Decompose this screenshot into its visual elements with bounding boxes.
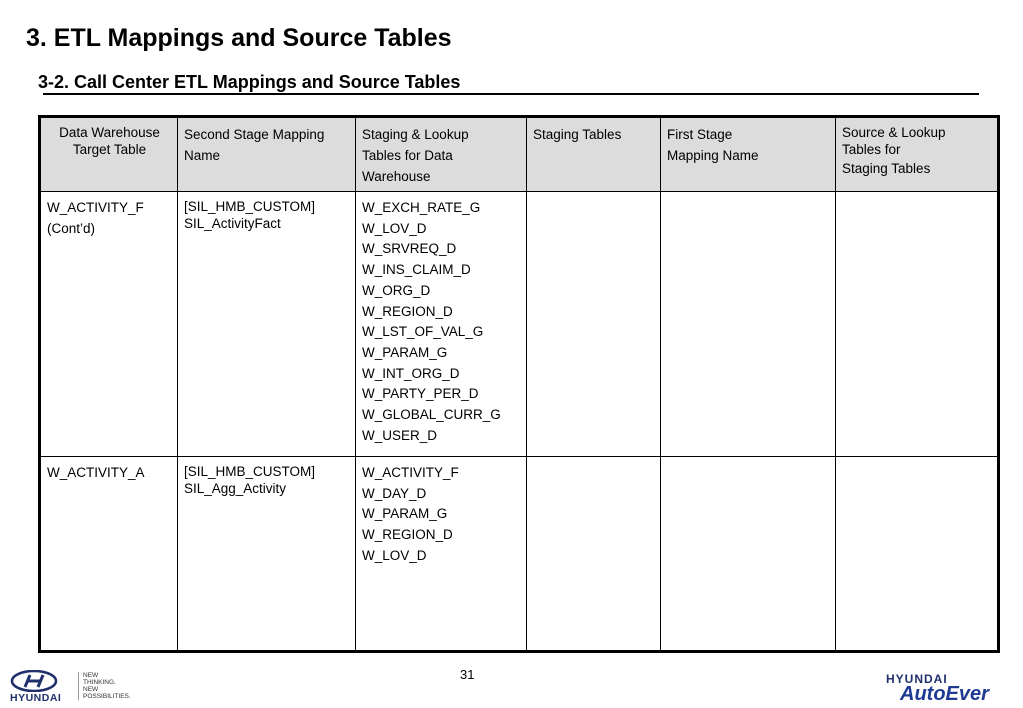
- table-row: [40, 457, 999, 652]
- cell-target-table: W_ACTIVITY_F (Cont’d): [40, 192, 178, 457]
- table-row: [40, 192, 999, 457]
- cell-source-lookup: [836, 457, 999, 652]
- etl-mapping-table: [38, 115, 1000, 653]
- table-header-row: [40, 117, 999, 192]
- section-subtitle: 3-2. Call Center ETL Mappings and Source Tables: [38, 72, 461, 92]
- hyundai-wordmark: HYUNDAI: [10, 692, 62, 704]
- cell-second-stage-mapping: [SIL_HMB_CUSTOM] SIL_Agg_Activity: [178, 457, 356, 652]
- page-title: 3. ETL Mappings and Source Tables: [26, 24, 452, 52]
- page-number: 31: [460, 667, 475, 682]
- hyundai-autoever-logo: [884, 672, 989, 706]
- autoever-brand-top: HYUNDAI: [886, 672, 948, 686]
- cell-staging-lookup: W_ACTIVITY_F W_DAY_D W_PARAM_G W_REGION_D W_LOV_D: [356, 457, 527, 652]
- autoever-wordmark: AutoEver: [900, 683, 989, 705]
- hyundai-tagline: NEW THINKING. NEW POSSIBILITIES.: [78, 672, 131, 700]
- cell-first-stage-mapping: [661, 192, 836, 457]
- cell-staging-tables: [527, 457, 661, 652]
- col-header-staging-lookup: Staging & Lookup Tables for Data Warehouse: [356, 117, 527, 192]
- col-header-first-stage-mapping: First Stage Mapping Name: [661, 117, 836, 192]
- hyundai-emblem-icon: [10, 670, 58, 692]
- cell-target-table: W_ACTIVITY_A: [40, 457, 178, 652]
- title-underline: [43, 93, 979, 95]
- cell-source-lookup: [836, 192, 999, 457]
- col-header-second-stage-mapping: Second Stage Mapping Name: [178, 117, 356, 192]
- col-header-staging-tables: Staging Tables: [527, 117, 661, 192]
- cell-staging-tables: [527, 192, 661, 457]
- cell-second-stage-mapping: [SIL_HMB_CUSTOM] SIL_ActivityFact: [178, 192, 356, 457]
- col-header-target-table: Data Warehouse Target Table: [40, 117, 178, 192]
- cell-staging-lookup: W_EXCH_RATE_G W_LOV_D W_SRVREQ_D W_INS_CLAIM_D W_ORG_D W_REGION_D W_LST_OF_VAL_G W_PARAM_G W_INT_ORG_D W_PARTY_PER_D W_GLOBAL_CURR_G W_USER_D: [356, 192, 527, 457]
- cell-first-stage-mapping: [661, 457, 836, 652]
- col-header-source-lookup: Source & Lookup Tables for Staging Tables: [836, 117, 999, 192]
